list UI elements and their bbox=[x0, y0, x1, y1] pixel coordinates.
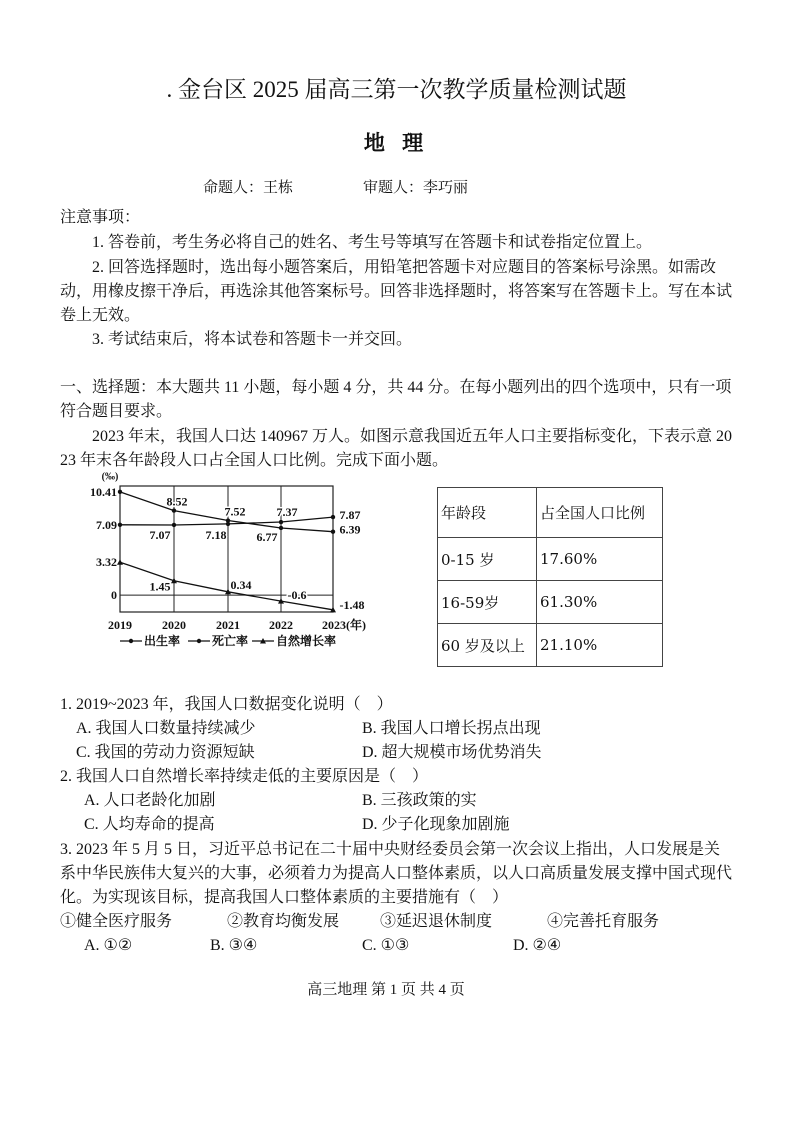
y-tick-label: 7.09 bbox=[96, 517, 117, 532]
notice-item-2-line: 2. 回答选择题时，选出每小题答案后，用铅笔把答题卡对应题目的答案标号涂黑。如需改 bbox=[92, 259, 717, 276]
death-rate-data-point bbox=[172, 523, 176, 527]
table-cell: 60 岁及以上 bbox=[438, 624, 537, 667]
table-row bbox=[438, 538, 663, 581]
birth-rate-data-point bbox=[118, 490, 122, 494]
question-3-statement: ②教育均衡发展 bbox=[227, 913, 340, 930]
natural-growth-rate-data-label: -1.48 bbox=[339, 597, 365, 612]
question-1-option-a: A. 我国人口数量持续减少 bbox=[76, 720, 256, 737]
death-rate-data-label: 7.07 bbox=[149, 527, 171, 542]
notice-heading: 注意事项： bbox=[60, 209, 141, 226]
death-rate-data-point bbox=[331, 515, 335, 519]
table-cell: 17.60% bbox=[537, 538, 663, 581]
question-3-option-d: D. ②④ bbox=[513, 937, 562, 954]
birth-rate-data-label: 8.52 bbox=[166, 494, 188, 509]
question-1-option-b: B. 我国人口增长拐点出现 bbox=[362, 720, 541, 737]
population-indicator-chart bbox=[80, 470, 380, 660]
legend-marker-birth-rate bbox=[129, 639, 133, 643]
legend-label-death-rate: 死亡率 bbox=[212, 634, 249, 648]
age-group-ratio-table bbox=[437, 487, 663, 667]
table-header-row bbox=[438, 488, 663, 538]
question-3-statement: ③延迟退休制度 bbox=[380, 913, 493, 930]
question-2-option-b: B. 三孩政策的实 bbox=[362, 792, 477, 809]
question-3-stem-line: 3. 2023 年 5 月 5 日，习近平总书记在二十届中央财经委员会第一次会议上指出，人口发展是关 bbox=[60, 841, 721, 858]
section-heading-line: 符合题目要求。 bbox=[60, 403, 173, 420]
question-2-option-d: D. 少子化现象加剧施 bbox=[362, 816, 510, 833]
author-credit: 命题人：王栋 bbox=[203, 180, 294, 196]
question-3-stem-line: 系中华民族伟大复兴的大事，必须着力为提高人口整体素质，以人口高质量发展支撑中国式现代 bbox=[60, 865, 733, 882]
question-2-option-c: C. 人均寿命的提高 bbox=[84, 816, 215, 833]
table-cell: 21.10% bbox=[537, 624, 663, 667]
material-intro-line: 23 年末各年龄段人口占全国人口比例。完成下面小题。 bbox=[60, 452, 449, 469]
notice-item-2-line: 卷上无效。 bbox=[60, 307, 141, 324]
death-rate-data-label: 7.18 bbox=[205, 527, 227, 542]
y-tick-label: 0 bbox=[111, 588, 117, 603]
x-tick-label: 2019 bbox=[108, 618, 132, 632]
question-1-option-d: D. 超大规模市场优势消失 bbox=[362, 744, 542, 761]
notice-item-3: 3. 考试结束后，将本试卷和答题卡一并交回。 bbox=[92, 331, 413, 348]
question-3-statement: ④完善托育服务 bbox=[547, 913, 660, 930]
x-tick-label: 2021 bbox=[216, 618, 240, 632]
question-1-stem: 1. 2019~2023 年，我国人口数据变化说明（ ） bbox=[60, 696, 393, 713]
question-3-option-b: B. ③④ bbox=[210, 937, 258, 954]
birth-rate-data-point bbox=[172, 508, 176, 512]
question-1-option-c: C. 我国的劳动力资源短缺 bbox=[76, 744, 255, 761]
question-3-option-a: A. ①② bbox=[84, 937, 133, 954]
x-tick-label: 2020 bbox=[162, 618, 186, 632]
table-header-cell: 年龄段 bbox=[438, 488, 537, 538]
death-rate-data-label: 7.37 bbox=[276, 505, 298, 520]
question-2-stem: 2. 我国人口自然增长率持续走低的主要原因是（ ） bbox=[60, 768, 429, 785]
death-rate-data-label: 7.87 bbox=[339, 508, 361, 523]
y-tick-label: 3.32 bbox=[96, 555, 117, 570]
table-header-cell: 占全国人口比例 bbox=[537, 488, 663, 538]
question-2-option-a: A. 人口老龄化加剧 bbox=[84, 792, 216, 809]
exam-title: . 金台区 2025 届高三第一次教学质量检测试题 bbox=[166, 77, 627, 102]
natural-growth-rate-data-label: 0.34 bbox=[230, 577, 252, 592]
natural-growth-rate-data-point bbox=[117, 559, 123, 565]
birth-rate-data-label: 6.39 bbox=[339, 522, 361, 537]
page-footer: 高三地理 第 1 页 共 4 页 bbox=[307, 982, 465, 998]
legend-label-natural-growth-rate: 自然增长率 bbox=[276, 634, 337, 648]
table-row bbox=[438, 581, 663, 624]
table-cell: 0-15 岁 bbox=[438, 538, 537, 581]
death-rate-data-point bbox=[118, 523, 122, 527]
material-intro-line: 2023 年末，我国人口达 140967 万人。如图示意我国近五年人口主要指标变化，下表示意 20 bbox=[92, 428, 733, 445]
table-cell: 61.30% bbox=[537, 581, 663, 624]
question-3-option-c: C. ①③ bbox=[362, 937, 410, 954]
section-heading-line: 一、选择题：本大题共 11 小题，每小题 4 分，共 44 分。在每小题列出的四个选项中，只有一项 bbox=[60, 379, 732, 396]
x-tick-label: 2022 bbox=[269, 618, 293, 632]
question-3-stem-line: 化。为实现该目标，提高我国人口整体素质的主要措施有（ ） bbox=[60, 889, 509, 906]
birth-rate-data-point bbox=[279, 526, 283, 530]
natural-growth-rate-data-label: -0.6 bbox=[287, 588, 307, 603]
birth-rate-data-label: 7.52 bbox=[224, 504, 246, 519]
question-3-statement: ①健全医疗服务 bbox=[60, 913, 173, 930]
notice-item-1: 1. 答卷前，考生务必将自己的姓名、考生号等填写在答题卡和试卷指定位置上。 bbox=[92, 234, 653, 251]
table-row bbox=[438, 624, 663, 667]
legend-label-birth-rate: 出生率 bbox=[144, 634, 181, 648]
subject-title: 地 理 bbox=[363, 131, 430, 155]
natural-growth-rate-data-label: 1.45 bbox=[149, 579, 171, 594]
legend-marker-death-rate bbox=[197, 639, 201, 643]
birth-rate-data-point bbox=[331, 530, 335, 534]
table-cell: 16-59岁 bbox=[438, 581, 537, 624]
reviewer-credit: 审题人：李巧丽 bbox=[363, 180, 469, 196]
x-tick-label: 2023(年) bbox=[322, 618, 366, 632]
death-rate-data-point bbox=[279, 520, 283, 524]
notice-item-2-line: 动，用橡皮擦干净后，再选涂其他答案标号。回答非选择题时，将答案写在答题卡上。写在本试 bbox=[60, 283, 733, 300]
birth-rate-data-label: 6.77 bbox=[256, 529, 278, 544]
death-rate-data-point bbox=[226, 522, 230, 526]
y-axis-unit-label: (‰) bbox=[101, 471, 119, 483]
y-tick-label: 10.41 bbox=[90, 484, 117, 499]
